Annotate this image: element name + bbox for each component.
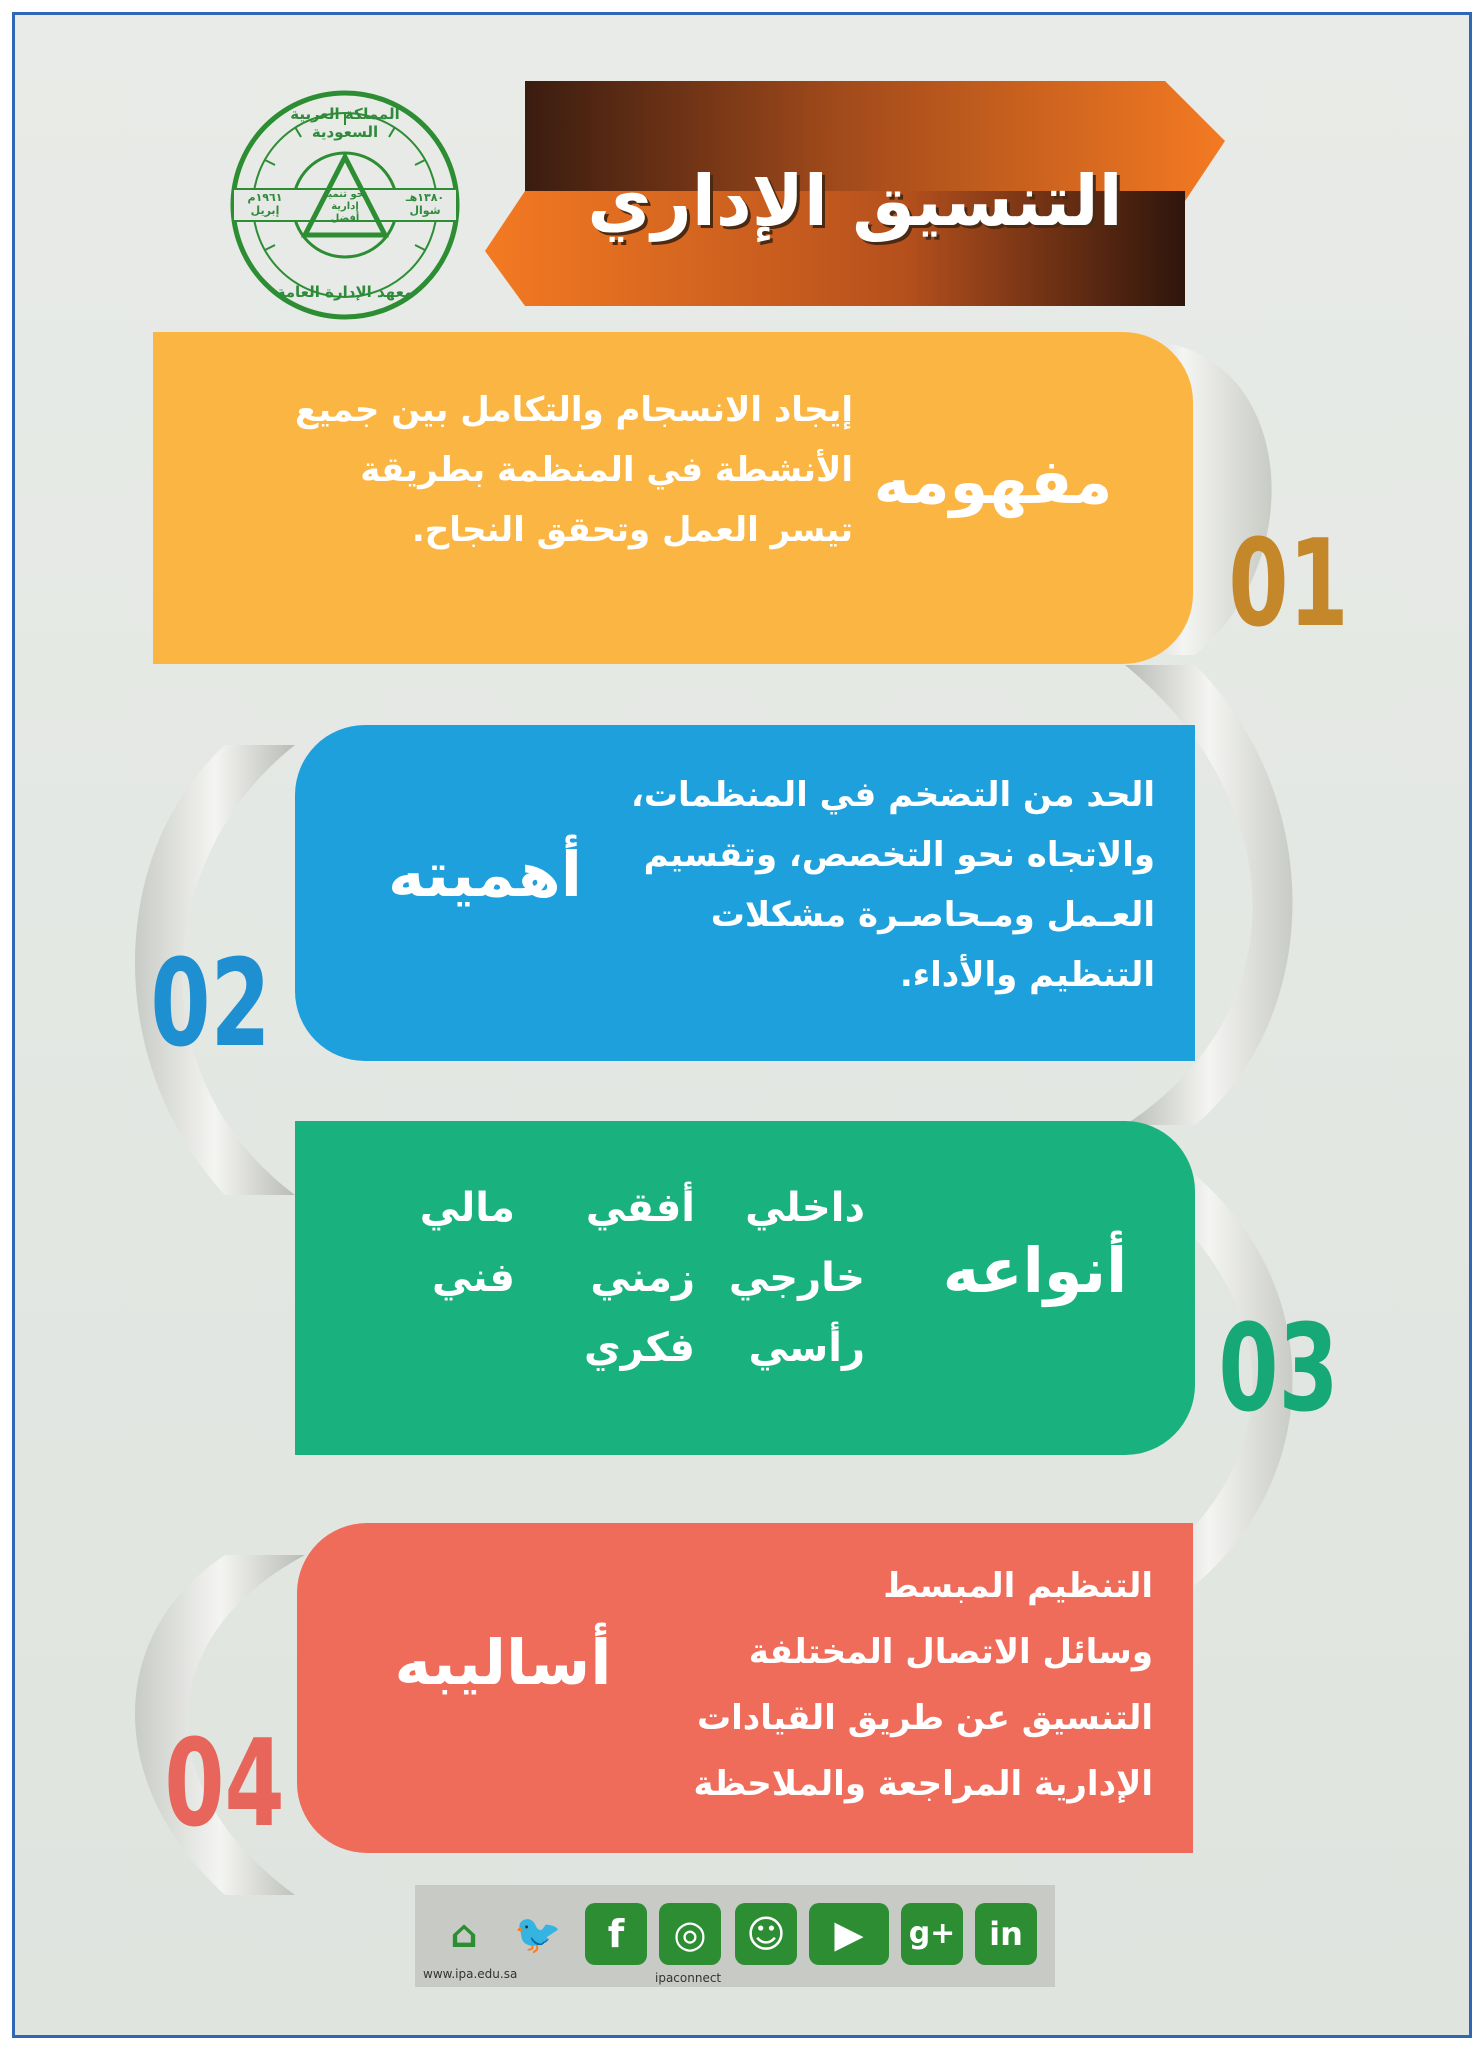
list-item: التنظيم المبسط <box>883 1566 1153 1606</box>
types-grid <box>295 1121 1195 1455</box>
list-item: داخلي <box>745 1185 865 1231</box>
section-concept <box>153 332 1193 664</box>
website-link[interactable]: www.ipa.edu.sa <box>423 1967 518 1981</box>
section-number: 01 <box>1228 515 1349 654</box>
home-icon[interactable]: ⌂ <box>450 1912 478 1956</box>
social-footer <box>415 1885 1055 1987</box>
infographic-frame <box>12 12 1472 2038</box>
logo-left-date: ١٩٦١م إبريل <box>247 191 283 217</box>
section-number: 02 <box>150 935 271 1074</box>
facebook-icon[interactable]: f <box>585 1903 647 1965</box>
linkedin-icon[interactable]: in <box>975 1903 1037 1965</box>
list-item: مالي <box>419 1185 515 1231</box>
section-body: الحد من التضخم في المنظمات، والاتجاه نحو التخصص، وتقسيم العـمل ومـحاصـرة مشكلات التنظيم والأداء. <box>630 775 1155 995</box>
list-item: وسائل الاتصال المختلفة <box>748 1632 1153 1672</box>
section-number: 03 <box>1218 1300 1339 1439</box>
logo-center-text: نحو تنمية إدارية أفضل <box>322 189 368 224</box>
section-types <box>295 1121 1195 1455</box>
list-item: رأسي <box>748 1325 865 1371</box>
section-heading: أهميته <box>387 838 583 911</box>
twitter-icon[interactable]: 🐦 <box>514 1912 562 1956</box>
section-heading: أنواعه <box>942 1234 1128 1307</box>
list-item: فني <box>432 1255 515 1301</box>
section-importance <box>295 725 1195 1061</box>
section-methods <box>297 1523 1193 1853</box>
list-item: التنسيق عن طريق القيادات <box>696 1698 1153 1738</box>
section-heading: مفهومه <box>873 445 1113 518</box>
logo-top-text: المملكة العربية السعودية <box>290 105 400 141</box>
google-plus-icon[interactable]: g+ <box>901 1903 963 1965</box>
institute-logo <box>225 85 465 325</box>
social-handle: ipaconnect <box>655 1971 722 1985</box>
list-item: خارجي <box>728 1255 865 1301</box>
page-title: التنسيق الإداري <box>587 160 1123 242</box>
logo-bottom-text: معهد الإدارة العامة <box>276 283 414 301</box>
methods-list <box>613 1553 1153 1817</box>
list-item: أفقي <box>585 1185 695 1231</box>
snapchat-icon[interactable]: ☺ <box>735 1903 797 1965</box>
section-number: 04 <box>164 1715 285 1854</box>
title-banner <box>485 81 1225 311</box>
section-heading: أساليبه <box>394 1626 612 1699</box>
youtube-icon[interactable]: ▶ <box>809 1903 889 1965</box>
logo-right-date: ١٣٨٠هـ شوال <box>405 191 445 217</box>
list-item: زمني <box>590 1255 695 1301</box>
instagram-icon[interactable]: ◎ <box>659 1903 721 1965</box>
list-item: فكري <box>584 1325 695 1371</box>
list-item: الإدارية المراجعة والملاحظة <box>693 1764 1153 1804</box>
section-body: إيجاد الانسجام والتكامل بين جميع الأنشطة في المنظمة بطريقة تيسر العمل وتحقق النجاح. <box>294 390 853 550</box>
